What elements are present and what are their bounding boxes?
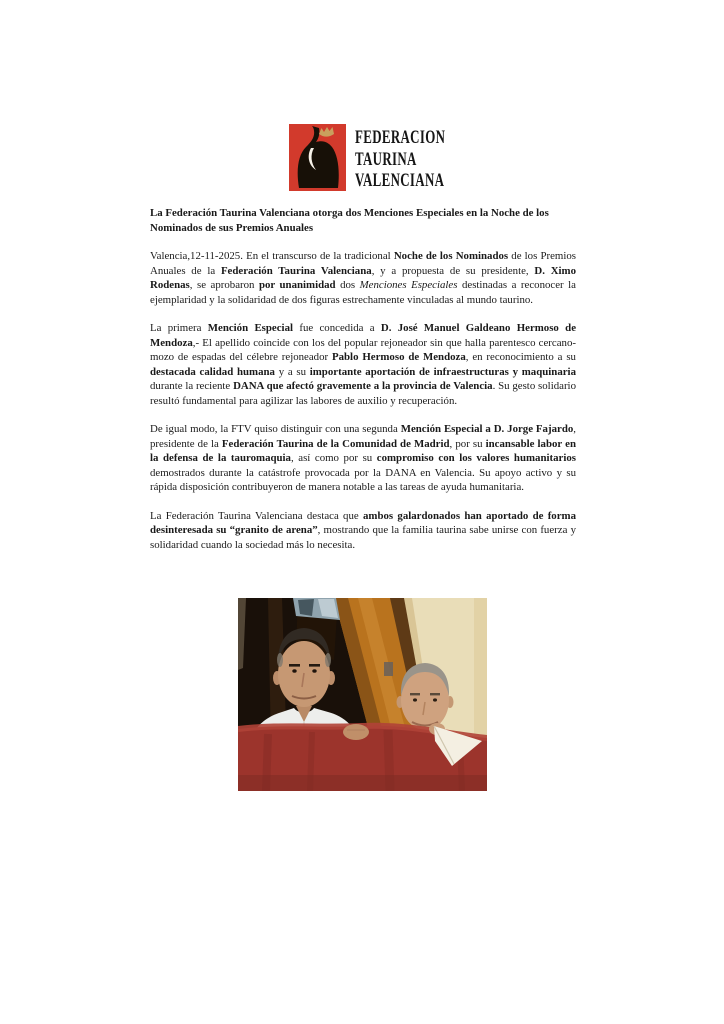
paragraph-first-mention: La primera Mención Especial fue concedida a D. José Manuel Galdeano Hermoso de Mendoza,- El apellido coincide con los del popular rejoneador sin que halla parentesco cercano- mozo de espadas del célebre rejoneador Pablo Hermoso de Mendoza, en reconocimiento a su destacada calidad humana y a su importante aportación de infraestructuras y maquinaria durante la reciente DANA que afectó gravemente a la provincia de Valencia. Su gesto solidario resultó fundamental para agilizar las labores de auxilio y recuperación. [150,322,577,407]
logo-wordmark [355,124,445,192]
logo-line-2: TAURINA [355,148,417,170]
photo-illustration [238,598,487,791]
award-recipients-photo [238,598,487,791]
logo-line-1: FEDERACION [355,127,446,148]
bull-emblem-icon [289,124,346,191]
article [150,206,576,552]
paragraph-closing: La Federación Taurina Valenciana destaca que ambos galardonados han aportado de forma desinteresada su “granito de arena”, mostrando que la familia taurina sabe unirse con fuerza y solidaridad cuando la sociedad más lo necesita. [150,509,577,551]
article-headline: La Federación Taurina Valenciana otorga dos Menciones Especiales en la Noche de los Nominados de sus Premios Anuales [150,207,549,234]
logo [289,124,488,192]
logo-line-3: VALENCIANA [355,170,445,191]
paragraph-dateline: Valencia,12-11-2025. En el transcurso de la tradicional Noche de los Nominados de los Premios Anuales de la Federación Taurina Valenciana, y a propuesta de su presidente, D. Ximo Rodenas, se aprobaron por unanimidad dos Menciones Especiales destinadas a reconocer la ejemplaridad y la solidaridad de dos figuras estrechamente vinculadas al mundo taurino. [150,250,577,306]
paragraph-second-mention: De igual modo, la FTV quiso distinguir con una segunda Mención Especial a D. Jorge Fajardo, presidente de la Federación Taurina de la Comunidad de Madrid, por su incansable labor en la defensa de la tauromaquia, así como por su compromiso con los valores humanitarios demostrados durante la catástrofe provocada por la DANA en Valencia. Su apoyo activo y su rápida disposición contribuyeron de manera notable a las tareas de ayuda humanitaria. [150,423,576,493]
